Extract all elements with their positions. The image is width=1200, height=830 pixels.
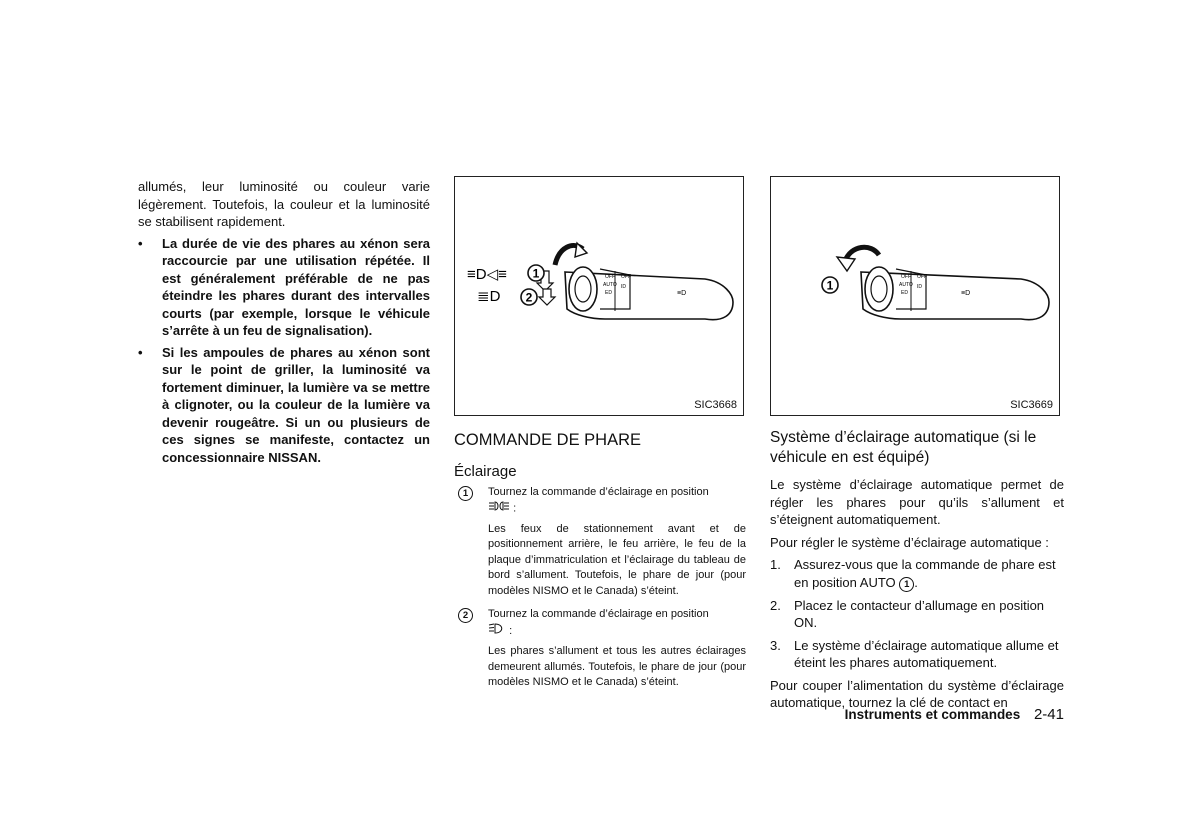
figure-headlight-switch-positions <box>454 176 744 416</box>
figure-code: SIC3668 <box>694 399 737 411</box>
bullet-list <box>138 235 430 467</box>
right-column <box>770 176 1064 712</box>
bullet-item <box>138 344 430 467</box>
bullet-text: Si les ampoules de phares au xénon sont sur le point de griller, la luminosité va fortement diminuer, la lumière va se mettre à clignoter, ou la couleur de la lumière va devenir rougeâtre. Si un ou plusieurs de ces signes se manifeste, contactez un concessionnaire NISSAN. <box>162 344 430 465</box>
headlight-symbol-icon: ≣D <box>477 288 501 305</box>
step-1: 1 Tournez la commande d’éclairage en position : <box>454 485 746 517</box>
step-2: 2 Tournez la commande d’éclairage en position : <box>454 607 746 639</box>
step-number-badge: 1 <box>458 486 473 501</box>
paragraph: Le système d’éclairage automatique permet de régler les phares pour qu’ils s’allument et s’éteignent automatiquement. <box>770 477 1064 527</box>
page-footer <box>770 706 1064 723</box>
svg-text:OFF: OFF <box>901 274 911 280</box>
svg-text:ED: ED <box>605 290 612 296</box>
svg-text:1: 1 <box>826 278 834 293</box>
list-item: 1. Assurez-vous que la commande de phare est en position AUTO 1 . <box>770 557 1056 590</box>
svg-text:≡D: ≡D <box>961 290 971 297</box>
svg-text:1: 1 <box>532 266 540 281</box>
svg-text:AUTO: AUTO <box>899 282 913 288</box>
svg-text:2: 2 <box>525 290 533 305</box>
list-item: 3. Le système d’éclairage automatique allume et éteint les phares automatiquement. <box>770 637 1059 670</box>
parking-light-symbol-icon: ≡D◁≡ <box>467 266 507 283</box>
bullet-dot-icon: • <box>138 344 143 360</box>
bullet-item <box>138 235 430 340</box>
figure-code: SIC3669 <box>1010 399 1053 411</box>
left-column <box>138 178 430 470</box>
svg-text:OFF: OFF <box>917 274 927 280</box>
step-number-badge: 2 <box>458 608 473 623</box>
svg-text:≡D: ≡D <box>677 290 687 297</box>
step-text: Tournez la commande d’éclairage en position <box>488 608 709 621</box>
middle-column <box>454 176 746 691</box>
auto-light-switch-illustration <box>771 177 1061 417</box>
bullet-text: La durée de vie des phares au xénon sera raccourcie par une utilisation répétée. Il est généralement préférable de ne pas éteindre les phares durant des intervalles courts (par exemple, lorsque le véhicule s’arrête à un feu de signalisation). <box>162 235 430 338</box>
step-2-detail: Les phares s’allument et tous les autres éclairages demeurent allumés. Toutefois, le phare de jour (pour modèles NISMO et le Canada) s’éteint. <box>488 645 746 689</box>
svg-text:AUTO: AUTO <box>603 282 617 288</box>
svg-text:OFF: OFF <box>621 274 631 280</box>
light-switch-illustration <box>455 177 745 417</box>
parking-light-icon <box>488 501 510 517</box>
page-number: 2-41 <box>1033 706 1064 723</box>
step-text: Tournez la commande d’éclairage en position <box>488 486 709 498</box>
paragraph: Pour couper l’alimentation du système d’éclairage automatique, tournez la clé de contact en <box>770 677 1064 710</box>
svg-text:ID: ID <box>917 284 922 290</box>
headlight-icon <box>488 623 506 640</box>
section-title: COMMANDE DE PHARE <box>454 431 642 449</box>
step-1-detail: Les feux de stationnement avant et de positionnement arrière, le feu arrière, le feu de la plaque d’immatriculation et l’éclairage du tableau de bord s’allument. Toutefois, le phare de jour (pour modèles NISMO et le Canada) s’éteint. <box>488 522 746 597</box>
section-title: Système d’éclairage automatique (si le véhicule en est équipé) <box>770 429 1037 466</box>
figure-auto-light-position <box>770 176 1060 416</box>
svg-text:ID: ID <box>621 284 626 290</box>
svg-text:OFF: OFF <box>605 274 615 280</box>
paragraph: Pour régler le système d’éclairage automatique : <box>770 534 1049 550</box>
intro-paragraph: allumés, leur luminosité ou couleur varie légèrement. Toutefois, la couleur et la luminosité se stabilisent rapidement. <box>138 179 430 229</box>
svg-text:ED: ED <box>901 290 908 296</box>
subsection-title: Éclairage <box>454 463 517 480</box>
step-number-badge: 1 <box>899 577 914 592</box>
footer-title: Instruments et commandes <box>844 707 1021 722</box>
bullet-dot-icon: • <box>138 235 143 251</box>
down-arrow-icon <box>539 289 555 305</box>
list-item: 2. Placez le contacteur d’allumage en position ON. <box>770 597 1045 630</box>
